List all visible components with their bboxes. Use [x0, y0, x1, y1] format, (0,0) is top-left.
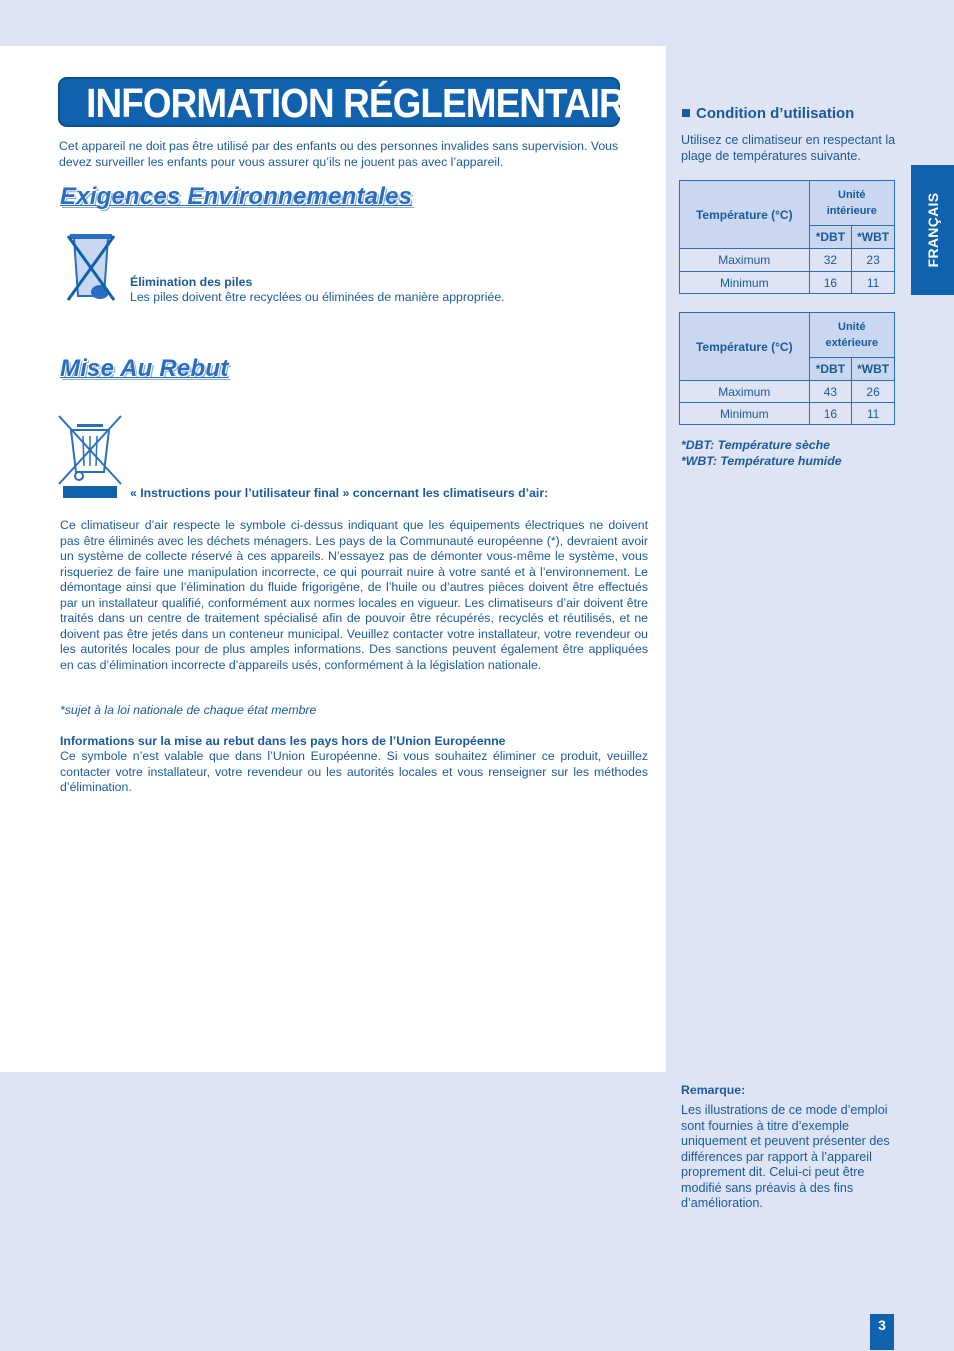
- indoor-row-label: Maximum: [680, 249, 810, 272]
- page-number: 3: [870, 1314, 894, 1350]
- indoor-unit: [809, 181, 894, 226]
- language-label: FRANÇAIS: [924, 192, 941, 268]
- outdoor-unit-line1: Unité: [838, 321, 866, 333]
- outdoor-head: Température (°C): [680, 313, 810, 381]
- indoor-row-dbt: 32: [809, 249, 852, 272]
- condition-title-text: Condition d’utilisation: [696, 105, 855, 122]
- outdoor-unit-line2: extérieure: [825, 337, 879, 349]
- outdoor-row-label: Maximum: [680, 381, 810, 403]
- env-heading: [60, 183, 412, 211]
- non-eu-title: Informations sur la mise au rebut dans les pays hors de l’Union Européenne: [60, 734, 506, 748]
- non-eu-text: Ce symbole n’est valable que dans l’Union Européenne. Si vous souhaitez éliminer ce produit, veuillez contacter votre installateur, votre revendeur ou les autorités locales et vous renseigner sur les méthodes d’élimination.: [60, 749, 648, 794]
- condition-title: [682, 105, 854, 122]
- indoor-row-wbt: 11: [852, 272, 895, 294]
- disposal-body: Ce climatiseur d’air respecte le symbole ci-dessus indiquant que les équipements électriques ne doivent pas être éliminés avec les déchets ménagers. Les pays de la Communauté européenne (*), devraient avoir un système de collecte réservé à ces appareils. N’essayez pas de démonter vous-même le système, vous risqueriez de faire une manipulation incorrecte, ce qui pourrait nuire à votre santé et à l’environnement. Le démontage ainsi que l’élimination du fluide frigorigène, de l’huile ou d’autres pièces doivent être effectués par un installateur qualifié, conformément aux normes locales en vigueur. Les climatiseurs d’air doivent être traités dans un centre de traitement spécialisé afin de pouvoir être récupérés, recyclés et réutilisés, et ne doivent pas être jetés dans un conteneur municipal. Veuillez contacter votre installateur, votre revendeur ou les autorités locales pour de plus amples informations. Des sanctions peuvent également être appliquées en cas d’élimination incorrecte d’appareils usés, conformément à la législation nationale.: [60, 518, 648, 672]
- outdoor-row-dbt: 16: [809, 403, 852, 425]
- language-tab: [911, 165, 954, 295]
- env-heading-text: Exigences Environnementales: [60, 183, 413, 210]
- outdoor-row-wbt: 26: [852, 381, 895, 403]
- indoor-row-dbt: 16: [809, 272, 852, 294]
- indoor-col-wbt: *WBT: [852, 226, 895, 249]
- condition-text: Utilisez ce climatiseur en respectant la plage de températures suivante.: [681, 133, 896, 163]
- note-dbt: *DBT: Température sèche: [681, 438, 830, 452]
- outdoor-row-label: Minimum: [680, 403, 810, 425]
- outdoor-row-wbt: 11: [852, 403, 895, 425]
- intro-text: Cet appareil ne doit pas être utilisé par des enfants ou des personnes invalides sans supervision. Vous devez surveiller les enfants pour vous assurer qu’ils ne jouent pas avec l’appareil.: [59, 139, 619, 169]
- disposal-heading-text: Mise Au Rebut: [60, 355, 229, 382]
- outdoor-row-dbt: 43: [809, 381, 852, 403]
- indoor-head: Température (°C): [680, 181, 810, 249]
- indoor-row-label: Minimum: [680, 272, 810, 294]
- title-banner: [58, 77, 649, 127]
- remark-title: Remarque:: [681, 1083, 746, 1097]
- crossed-battery-bin-icon: [64, 232, 118, 304]
- indoor-temperature-table: [679, 180, 895, 294]
- indoor-unit-line1: Unité: [838, 189, 866, 201]
- indoor-col-dbt: *DBT: [809, 226, 852, 249]
- outdoor-col-dbt: *DBT: [809, 358, 852, 381]
- remark-text: Les illustrations de ce mode d’emploi sont fournies à titre d’exemple uniquement et peuvent présenter des différences par rapport à l’appareil proprement dit. Celui-ci peut être modifié sans préavis à des fins d’amélioration.: [681, 1103, 890, 1210]
- outdoor-col-wbt: *WBT: [852, 358, 895, 381]
- battery-title: Élimination des piles: [130, 275, 253, 289]
- page-title: INFORMATION RÉGLEMENTAIRE: [86, 80, 649, 126]
- note-wbt: *WBT: Température humide: [681, 454, 842, 468]
- bullet-square-icon: [682, 109, 690, 117]
- crossed-wheelie-bin-icon: [57, 414, 123, 500]
- indoor-unit-line2: intérieure: [826, 205, 877, 217]
- outdoor-unit: [809, 313, 894, 358]
- disposal-heading: [60, 355, 228, 383]
- instr-title: « Instructions pour l’utilisateur final » concernant les climatiseurs d’air:: [130, 486, 549, 500]
- outdoor-temperature-table: [679, 312, 895, 425]
- battery-text: Les piles doivent être recyclées ou éliminées de manière appropriée.: [130, 290, 505, 304]
- footnote: *sujet à la loi nationale de chaque état membre: [60, 703, 317, 717]
- indoor-row-wbt: 23: [852, 249, 895, 272]
